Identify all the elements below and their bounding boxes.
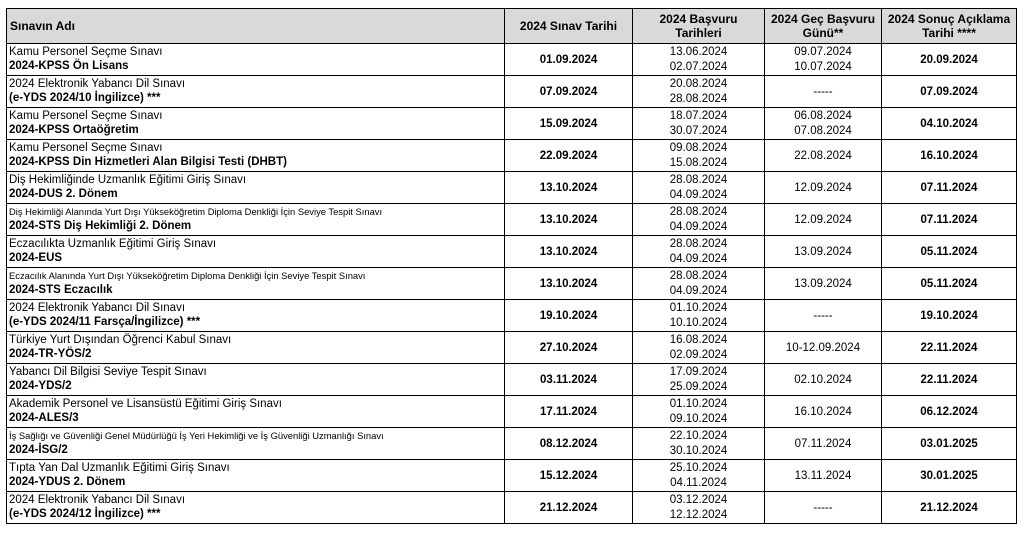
exam-row: [7, 332, 1017, 364]
application-dates-cell: [633, 44, 765, 76]
result-date-cell: 03.01.2025: [882, 428, 1017, 460]
exam-name-cell: [7, 492, 505, 524]
exam-date-cell: 13.10.2024: [505, 268, 633, 300]
application-end: 02.09.2024: [669, 348, 728, 361]
late-application-end: 10.07.2024: [794, 60, 852, 73]
application-end: 30.10.2024: [669, 444, 728, 457]
application-dates-cell: [633, 300, 765, 332]
application-end: 02.07.2024: [669, 60, 728, 73]
application-start: 18.07.2024: [669, 109, 728, 122]
application-start: 28.08.2024: [669, 205, 728, 218]
header-exam-name: Sınavın Adı: [7, 9, 505, 44]
header-late-application: 2024 Geç Başvuru Günü**: [765, 9, 882, 44]
application-end: 04.11.2024: [670, 476, 727, 489]
exam-name-cell: [7, 428, 505, 460]
result-date-cell: 22.11.2024: [882, 364, 1017, 396]
exam-name-cell: [7, 44, 505, 76]
application-start: 25.10.2024: [669, 461, 728, 474]
result-date-cell: 07.11.2024: [882, 204, 1017, 236]
exam-code: 2024-STS Eczacılık: [9, 284, 113, 296]
result-date-cell: 20.09.2024: [882, 44, 1017, 76]
exam-row: [7, 172, 1017, 204]
application-start: 01.10.2024: [669, 301, 728, 314]
exam-date-cell: 13.10.2024: [505, 236, 633, 268]
exam-row: [7, 140, 1017, 172]
late-application-cell: 13.09.2024: [765, 236, 882, 268]
exam-code: 2024-DUS 2. Dönem: [9, 188, 118, 200]
late-application-cell: [765, 108, 882, 140]
exam-date-cell: 22.09.2024: [505, 140, 633, 172]
application-dates-cell: [633, 268, 765, 300]
late-application-cell: 13.11.2024: [765, 460, 882, 492]
exam-row: [7, 492, 1017, 524]
result-date-cell: 06.12.2024: [882, 396, 1017, 428]
application-end: 04.09.2024: [669, 220, 728, 233]
exam-title: İş Sağlığı ve Güvenliği Genel Müdürlüğü İş Yeri Hekimliği ve İş Güvenliği Uzmanlığı Sınavı: [9, 430, 384, 441]
late-application-cell: 22.08.2024: [765, 140, 882, 172]
application-dates-cell: [633, 108, 765, 140]
exam-row: [7, 300, 1017, 332]
application-end: 04.09.2024: [669, 284, 728, 297]
application-start: 28.08.2024: [669, 173, 728, 186]
result-date-cell: 16.10.2024: [882, 140, 1017, 172]
application-end: 15.08.2024: [669, 156, 728, 169]
exam-name-cell: [7, 108, 505, 140]
application-end: 04.09.2024: [669, 188, 728, 201]
exam-row: [7, 76, 1017, 108]
header-row: [7, 9, 1017, 44]
late-application-cell: -----: [765, 300, 882, 332]
application-start: 20.08.2024: [669, 77, 728, 90]
application-end: 28.08.2024: [669, 92, 728, 105]
application-dates-cell: [633, 396, 765, 428]
application-start: 16.08.2024: [669, 333, 728, 346]
exam-code: 2024-EUS: [9, 252, 63, 264]
header-result-date: 2024 Sonuç Açıklama Tarihi ****: [882, 9, 1017, 44]
exam-row: [7, 268, 1017, 300]
application-dates-cell: [633, 172, 765, 204]
exam-code: (e-YDS 2024/12 İngilizce) ***: [9, 508, 161, 520]
exam-calendar-table: [6, 8, 1017, 524]
exam-name-cell: [7, 268, 505, 300]
late-application-cell: 12.09.2024: [765, 172, 882, 204]
application-end: 30.07.2024: [669, 124, 728, 137]
exam-row: [7, 428, 1017, 460]
result-date-cell: 05.11.2024: [882, 236, 1017, 268]
exam-title: Tıpta Yan Dal Uzmanlık Eğitimi Giriş Sınavı: [9, 462, 230, 474]
late-application-cell: 16.10.2024: [765, 396, 882, 428]
exam-name-cell: [7, 460, 505, 492]
exam-title: 2024 Elektronik Yabancı Dil Sınavı: [9, 494, 186, 506]
exam-name-cell: [7, 236, 505, 268]
exam-date-cell: 15.12.2024: [505, 460, 633, 492]
exam-title: Türkiye Yurt Dışından Öğrenci Kabul Sınavı: [9, 334, 232, 346]
late-application-end: 07.08.2024: [794, 124, 852, 137]
exam-row: [7, 460, 1017, 492]
exam-row: [7, 44, 1017, 76]
exam-name-cell: [7, 76, 505, 108]
result-date-cell: 07.11.2024: [882, 172, 1017, 204]
exam-name-cell: [7, 300, 505, 332]
exam-date-cell: 08.12.2024: [505, 428, 633, 460]
application-dates-cell: [633, 140, 765, 172]
application-end: 25.09.2024: [669, 380, 728, 393]
application-dates-cell: [633, 460, 765, 492]
result-date-cell: 05.11.2024: [882, 268, 1017, 300]
late-application-start: 06.08.2024: [794, 109, 852, 122]
late-application-cell: -----: [765, 76, 882, 108]
exam-date-cell: 07.09.2024: [505, 76, 633, 108]
exam-title: Eczacılıkta Uzmanlık Eğitimi Giriş Sınavı: [9, 238, 217, 250]
exam-date-cell: 19.10.2024: [505, 300, 633, 332]
exam-date-cell: 17.11.2024: [505, 396, 633, 428]
exam-code: 2024-KPSS Ortaöğretim: [9, 124, 139, 136]
exam-date-cell: 21.12.2024: [505, 492, 633, 524]
exam-row: [7, 108, 1017, 140]
application-start: 03.12.2024: [669, 493, 728, 506]
exam-title: Eczacılık Alanında Yurt Dışı Yükseköğretim Diploma Denkliği İçin Seviye Tespit Sınavı: [9, 270, 366, 281]
late-application-cell: [765, 44, 882, 76]
application-start: 17.09.2024: [669, 365, 728, 378]
exam-date-cell: 15.09.2024: [505, 108, 633, 140]
result-date-cell: 19.10.2024: [882, 300, 1017, 332]
exam-name-cell: [7, 140, 505, 172]
header-application-dates: 2024 Başvuru Tarihleri: [633, 9, 765, 44]
exam-title: Kamu Personel Seçme Sınavı: [9, 110, 163, 122]
result-date-cell: 07.09.2024: [882, 76, 1017, 108]
exam-name-cell: [7, 172, 505, 204]
exam-title: Kamu Personel Seçme Sınavı: [9, 46, 163, 58]
late-application-cell: 07.11.2024: [765, 428, 882, 460]
application-dates-cell: [633, 236, 765, 268]
exam-title: 2024 Elektronik Yabancı Dil Sınavı: [9, 302, 186, 314]
result-date-cell: 22.11.2024: [882, 332, 1017, 364]
result-date-cell: 21.12.2024: [882, 492, 1017, 524]
late-application-cell: 10-12.09.2024: [765, 332, 882, 364]
exam-title: Yabancı Dil Bilgisi Seviye Tespit Sınavı: [9, 366, 207, 378]
application-start: 28.08.2024: [669, 237, 728, 250]
exam-title: Diş Hekimliği Alanında Yurt Dışı Yükseköğretim Diploma Denkliği İçin Seviye Tespit Sınavı: [9, 206, 383, 217]
application-end: 04.09.2024: [669, 252, 728, 265]
result-date-cell: 30.01.2025: [882, 460, 1017, 492]
exam-title: Kamu Personel Seçme Sınavı: [9, 142, 163, 154]
exam-title: Akademik Personel ve Lisansüstü Eğitimi Giriş Sınavı: [9, 398, 282, 410]
exam-name-cell: [7, 204, 505, 236]
exam-name-cell: [7, 364, 505, 396]
application-dates-cell: [633, 204, 765, 236]
late-application-cell: -----: [765, 492, 882, 524]
application-start: 09.08.2024: [669, 141, 728, 154]
application-end: 09.10.2024: [669, 412, 728, 425]
application-dates-cell: [633, 492, 765, 524]
header-exam-date: 2024 Sınav Tarihi: [505, 9, 633, 44]
application-start: 28.08.2024: [669, 269, 728, 282]
application-end: 10.10.2024: [669, 316, 728, 329]
exam-date-cell: 13.10.2024: [505, 172, 633, 204]
application-start: 22.10.2024: [669, 429, 728, 442]
exam-name-cell: [7, 332, 505, 364]
exam-code: 2024-YDS/2: [9, 380, 72, 392]
exam-row: [7, 236, 1017, 268]
application-dates-cell: [633, 76, 765, 108]
exam-code: (e-YDS 2024/11 Farsça/İngilizce) ***: [9, 316, 201, 328]
exam-code: 2024-STS Diş Hekimliği 2. Dönem: [9, 220, 192, 232]
exam-row: [7, 396, 1017, 428]
exam-row: [7, 364, 1017, 396]
exam-code: 2024-KPSS Ön Lisans: [9, 60, 129, 72]
late-application-cell: 02.10.2024: [765, 364, 882, 396]
application-start: 13.06.2024: [669, 45, 728, 58]
late-application-cell: 13.09.2024: [765, 268, 882, 300]
exam-date-cell: 27.10.2024: [505, 332, 633, 364]
late-application-start: 09.07.2024: [794, 45, 852, 58]
exam-code: 2024-ALES/3: [9, 412, 79, 424]
exam-rows: [7, 44, 1017, 524]
application-dates-cell: [633, 364, 765, 396]
application-end: 12.12.2024: [669, 508, 728, 521]
late-application-cell: 12.09.2024: [765, 204, 882, 236]
exam-code: 2024-YDUS 2. Dönem: [9, 476, 126, 488]
exam-date-cell: 13.10.2024: [505, 204, 633, 236]
exam-date-cell: 03.11.2024: [505, 364, 633, 396]
application-start: 01.10.2024: [669, 397, 728, 410]
application-dates-cell: [633, 428, 765, 460]
exam-code: 2024-İSG/2: [9, 444, 68, 456]
exam-row: [7, 204, 1017, 236]
result-date-cell: 04.10.2024: [882, 108, 1017, 140]
exam-code: 2024-KPSS Din Hizmetleri Alan Bilgisi Testi (DHBT): [9, 156, 287, 168]
exam-calendar-sheet: [6, 8, 1017, 524]
exam-date-cell: 01.09.2024: [505, 44, 633, 76]
exam-name-cell: [7, 396, 505, 428]
exam-title: Diş Hekimliğinde Uzmanlık Eğitimi Giriş Sınavı: [9, 174, 247, 186]
exam-title: 2024 Elektronik Yabancı Dil Sınavı: [9, 78, 186, 90]
exam-code: 2024-TR-YÖS/2: [9, 348, 92, 360]
exam-code: (e-YDS 2024/10 İngilizce) ***: [9, 92, 161, 104]
application-dates-cell: [633, 332, 765, 364]
